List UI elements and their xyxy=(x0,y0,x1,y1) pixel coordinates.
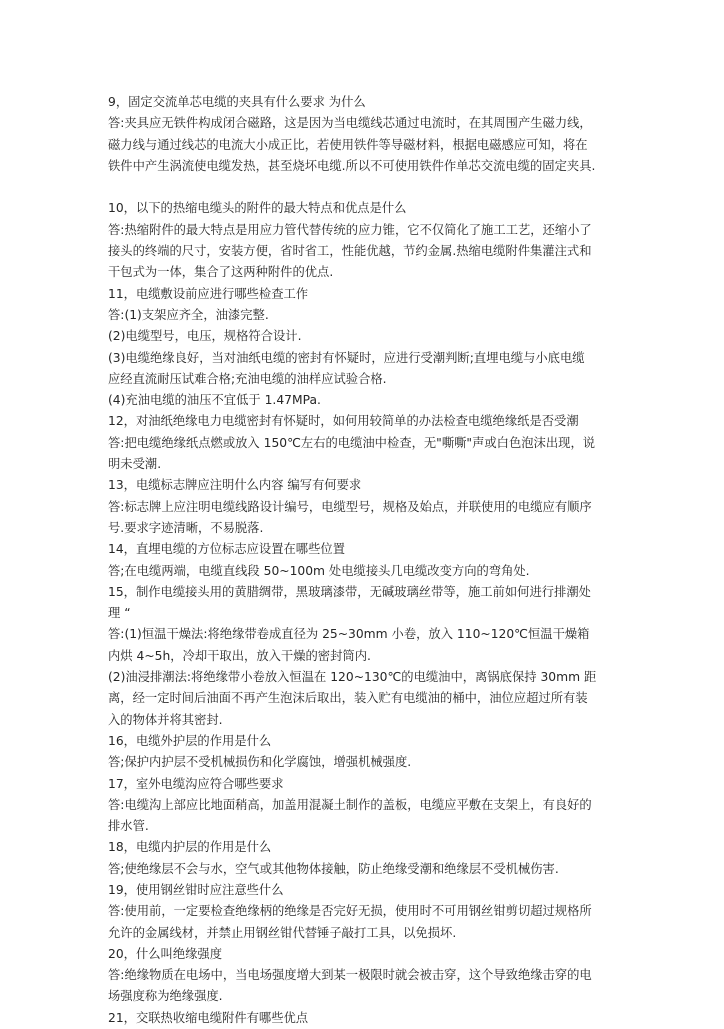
text-line: 答:把电缆绝缘纸点燃或放入 150℃左右的电缆油中检查，无"嘶嘶"声或白色泡沫出现，说 xyxy=(108,435,596,450)
text-line: 入的物体并将其密封. xyxy=(108,712,223,727)
text-line: 允许的金属线材，并禁止用钢丝钳代替锤子敲打工具，以免损坏. xyxy=(108,925,457,940)
text-line: 19，使用钢丝钳时应注意些什么 xyxy=(108,882,284,897)
text-line: 答;在电缆两端，电缆直线段 50~100m 处电缆接头几电缆改变方向的弯角处. xyxy=(108,563,530,578)
text-line: 号.要求字迹清晰，不易脱落. xyxy=(108,520,264,535)
text-line: 接头的终端的尺寸，安装方便，省时省工，性能优越，节约金属.热缩电缆附件集灌注式和 xyxy=(108,244,592,259)
text-line: 答:(1)支架应齐全，油漆完整. xyxy=(108,307,269,322)
text-line: 答;保护内护层不受机械损伤和化学腐蚀，增强机械强度. xyxy=(108,755,412,770)
text-line: 内烘 4~5h，冷却干取出，放入干燥的密封筒内. xyxy=(108,648,371,663)
text-line: 13，电缆标志牌应注明什么内容 编写有何要求 xyxy=(108,478,362,493)
text-line: 明未受潮. xyxy=(108,457,162,472)
text-line: 20，什么叫绝缘强度 xyxy=(108,946,223,961)
blank-line xyxy=(108,177,628,198)
text-line: 答:电缆沟上部应比地面稍高，加盖用混凝土制作的盖板，电缆应平敷在支架上，有良好的 xyxy=(108,797,592,812)
text-line: 18，电缆内护层的作用是什么 xyxy=(108,840,272,855)
text-line: 17，室外电缆沟应符合哪些要求 xyxy=(108,776,284,791)
document-page xyxy=(108,92,628,1029)
text-line: 答;使绝缘层不会与水，空气或其他物体接触，防止绝缘受潮和绝缘层不受机械伤害. xyxy=(108,861,559,876)
text-line: 答:标志牌上应注明电缆线路设计编号，电缆型号，规格及始点，并联使用的电缆应有顺序 xyxy=(108,499,592,514)
text-line: 16，电缆外护层的作用是什么 xyxy=(108,733,272,748)
text-line: 10，以下的热缩电缆头的附件的最大特点和优点是什么 xyxy=(108,201,407,216)
text-line: 排水管. xyxy=(108,819,149,834)
text-line: (2)油浸排潮法:将绝缘带小卷放入恒温在 120~130℃的电缆油中，离锅底保持 30mm 距 xyxy=(108,670,597,685)
text-line: 9，固定交流单芯电缆的夹具有什么要求 为什么 xyxy=(108,95,366,109)
text-line: 答:夹具应无铁件构成闭合磁路，这是因为当电缆线芯通过电流时，在其周围产生磁力线， xyxy=(108,116,592,131)
text-line: 答:使用前，一定要检查绝缘柄的绝缘是否完好无损，使用时不可用钢丝钳剪切超过规格所 xyxy=(108,904,592,919)
text-line: 答:热缩附件的最大特点是用应力管代替传统的应力锥，它不仅简化了施工工艺，还缩小了 xyxy=(108,222,592,237)
text-line: 离，经一定时间后油面不再产生泡沫后取出，装入贮有电缆油的桶中，油位应超过所有装 xyxy=(108,691,588,706)
text-line: 12，对油纸绝缘电力电缆密封有怀疑时，如何用较简单的办法检查电缆绝缘纸是否受潮 xyxy=(108,414,579,429)
text-line: (3)电缆绝缘良好，当对油纸电缆的密封有怀疑时，应进行受潮判断;直埋电缆与小底电缆 xyxy=(108,350,585,365)
text-line: 干包式为一体，集合了这两种附件的优点. xyxy=(108,265,334,280)
text-line: (4)充油电缆的油压不宜低于 1.47MPa. xyxy=(108,393,321,408)
text-line: 11，电缆敷设前应进行哪些检查工作 xyxy=(108,286,309,301)
text-line: 21，交联热收缩电缆附件有哪些优点 xyxy=(108,1010,309,1025)
text-line: 14，直埋电缆的方位标志应设置在哪些位置 xyxy=(108,542,345,557)
text-line: 磁力线与通过线芯的电流大小成正比，若使用铁件等导磁材料，根据电磁感应可知，将在 xyxy=(108,137,588,152)
text-line: 铁件中产生涡流使电缆发热，甚至烧坏电缆.所以不可使用铁件作单芯交流电缆的固定夹具. xyxy=(108,158,596,173)
text-line: (2)电缆型号，电压，规格符合设计. xyxy=(108,329,302,344)
text-line: 应经直流耐压试难合格;充油电缆的油样应试验合格. xyxy=(108,371,387,386)
text-line: 15，制作电缆接头用的黄腊绸带，黑玻璃漆带，无碱玻璃丝带等，施工前如何进行排潮处 xyxy=(108,584,591,599)
text-line: 理 “ xyxy=(108,606,131,621)
text-line: 答:绝缘物质在电场中，当电场强度增大到某一极限时就会被击穿，这个导致绝缘击穿的电 xyxy=(108,968,592,983)
text-line: 答:(1)恒温干燥法:将绝缘带卷成直径为 25~30mm 小卷，放入 110~120℃恒温干燥箱 xyxy=(108,627,590,642)
text-line: 场强度称为绝缘强度. xyxy=(108,989,223,1004)
